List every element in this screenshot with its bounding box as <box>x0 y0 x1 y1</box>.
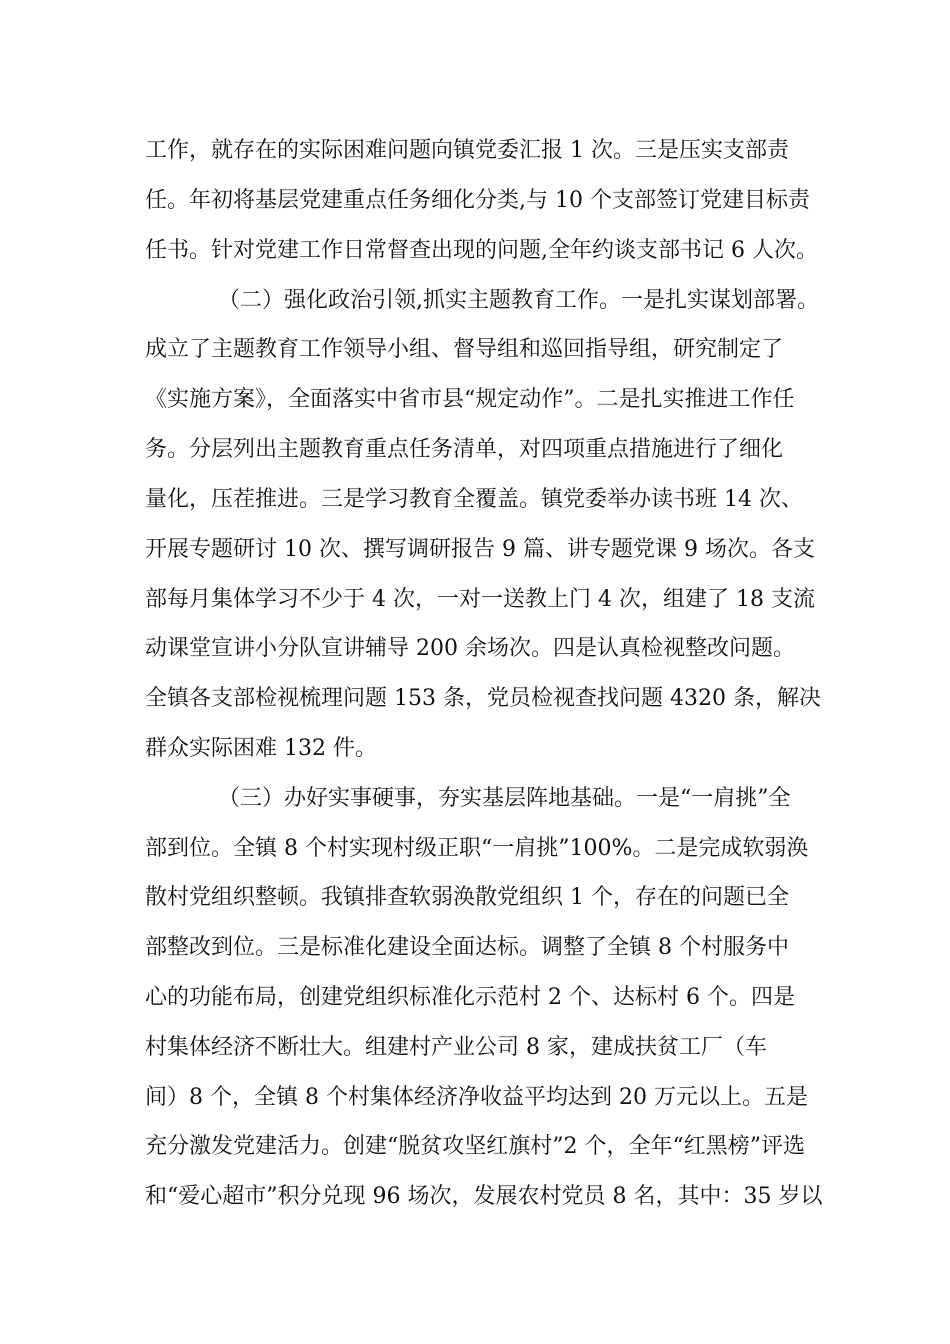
text-line: 任。年初将基层党建重点任务细化分类,与 10 个支部签订党建目标责 <box>145 188 810 213</box>
text-line: 任书。针对党建工作日常督查出现的问题,全年约谈支部书记 6 人次。 <box>145 238 818 263</box>
text-line: 《实施方案》，全面落实中省市县“规定动作”。二是扎实推进工作任 <box>145 387 795 412</box>
text-line: 动课堂宣讲小分队宣讲辅导 200 余场次。四是认真检视整改问题。 <box>145 636 795 661</box>
section-heading-2: （二）强化政治引领,抓实主题教育工作。一是扎实谋划部署。 <box>218 288 819 313</box>
text-line: 务。分层列出主题教育重点任务清单，对四项重点措施进行了细化 <box>145 437 784 462</box>
text-line: 全镇各支部检视梳理问题 153 条，党员检视查找问题 4320 条，解决 <box>145 686 821 711</box>
text-line: 和“爱心超市”积分兑现 96 场次，发展农村党员 8 名，其中：35 岁以 <box>145 1184 823 1209</box>
text-line: 工作，就存在的实际困难问题向镇党委汇报 1 次。三是压实支部责 <box>145 138 789 163</box>
text-line: 开展专题研讨 10 次、撰写调研报告 9 篇、讲专题党课 9 场次。各支 <box>145 537 815 562</box>
text-line: 部整改到位。三是标准化建设全面达标。调整了全镇 8 个村服务中 <box>145 935 789 960</box>
text-line: 成立了主题教育工作领导小组、督导组和巡回指导组，研究制定了 <box>145 337 784 362</box>
text-line: 量化，压茬推进。三是学习教育全覆盖。镇党委举办读书班 14 次、 <box>145 487 803 512</box>
section-heading-3: （三）办好实事硬事，夯实基层阵地基础。一是“一肩挑”全 <box>218 786 791 811</box>
text-line: 间）8 个，全镇 8 个村集体经济净收益平均达到 20 万元以上。五是 <box>145 1085 808 1110</box>
text-line: 散村党组织整顿。我镇排查软弱涣散党组织 1 个，存在的问题已全 <box>145 885 789 910</box>
text-line: 充分激发党建活力。创建“脱贫攻坚红旗村”2 个，全年“红黑榜”评选 <box>145 1134 805 1159</box>
text-line: 部到位。全镇 8 个村实现村级正职“一肩挑”100%。二是完成软弱涣 <box>145 836 809 861</box>
text-line: 群众实际困难 132 件。 <box>145 736 377 761</box>
text-line: 心的功能布局，创建党组织标准化示范村 2 个、达标村 6 个。四是 <box>145 985 795 1010</box>
text-line: 村集体经济不断壮大。组建村产业公司 8 家，建成扶贫工厂（车 <box>145 1035 767 1060</box>
text-line: 部每月集体学习不少于 4 次，一对一送教上门 4 次，组建了 18 支流 <box>145 587 815 612</box>
